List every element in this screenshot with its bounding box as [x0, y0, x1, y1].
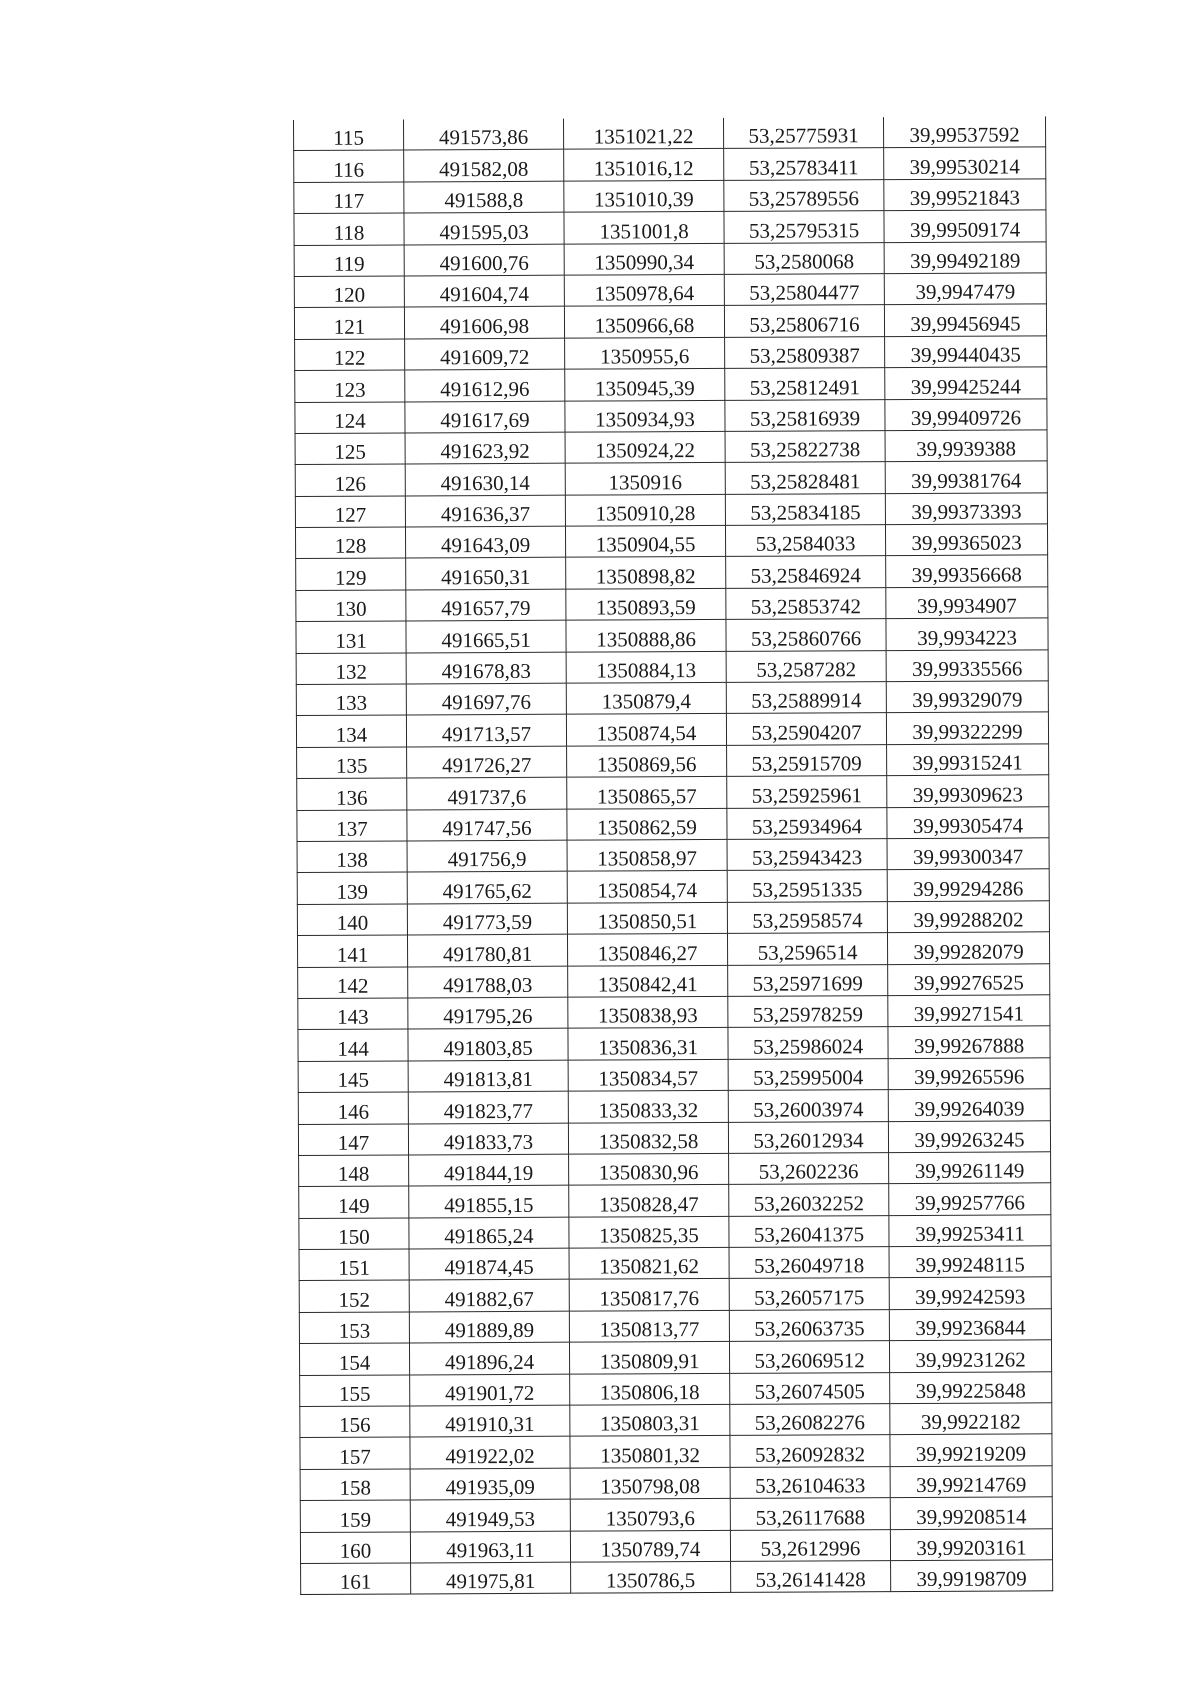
point-number-cell: 148 [299, 1155, 409, 1187]
latitude-cell: 53,26041375 [729, 1215, 889, 1247]
longitude-cell: 39,99456945 [884, 304, 1046, 336]
x-coordinate-cell: 491604,74 [404, 275, 564, 307]
point-number-cell: 118 [294, 213, 404, 245]
y-coordinate-cell: 1350813,77 [569, 1310, 729, 1342]
table-row [300, 1403, 1052, 1438]
longitude-cell: 39,99267888 [888, 1026, 1050, 1058]
longitude-cell: 39,99425244 [885, 367, 1047, 399]
table-row [297, 838, 1049, 873]
latitude-cell: 53,25816939 [725, 399, 885, 431]
longitude-cell: 39,99257766 [889, 1183, 1051, 1215]
latitude-cell: 53,25915709 [727, 744, 887, 776]
longitude-cell: 39,99294286 [887, 869, 1049, 901]
y-coordinate-cell: 1350879,4 [566, 682, 726, 714]
table-row [301, 1560, 1053, 1595]
latitude-cell: 53,26049718 [729, 1247, 889, 1279]
y-coordinate-cell: 1350858,97 [567, 839, 727, 871]
table-row [294, 273, 1046, 308]
y-coordinate-cell: 1350874,54 [566, 714, 726, 746]
latitude-cell: 53,2596514 [727, 933, 887, 965]
y-coordinate-cell: 1350934,93 [565, 400, 725, 432]
x-coordinate-cell: 491756,9 [407, 840, 567, 872]
table-row [298, 995, 1050, 1030]
longitude-cell: 39,99509174 [884, 210, 1046, 242]
y-coordinate-cell: 1350990,34 [564, 243, 724, 275]
longitude-cell: 39,9934907 [886, 587, 1048, 619]
x-coordinate-cell: 491922,02 [410, 1437, 570, 1469]
point-number-cell: 126 [295, 464, 405, 496]
table-row [297, 901, 1049, 936]
y-coordinate-cell: 1350862,59 [567, 808, 727, 840]
point-number-cell: 159 [300, 1500, 410, 1532]
x-coordinate-cell: 491573,86 [403, 119, 563, 151]
table-row [295, 461, 1047, 496]
point-number-cell: 145 [298, 1061, 408, 1093]
y-coordinate-cell: 1350854,74 [567, 871, 727, 903]
x-coordinate-cell: 491773,59 [407, 903, 567, 935]
x-coordinate-cell: 491617,69 [405, 401, 565, 433]
longitude-cell: 39,99335566 [886, 649, 1048, 681]
table-row [297, 806, 1049, 841]
point-number-cell: 153 [299, 1312, 409, 1344]
latitude-cell: 53,2584033 [725, 525, 885, 557]
latitude-cell: 53,25853742 [726, 587, 886, 619]
x-coordinate-cell: 491600,76 [404, 244, 564, 276]
x-coordinate-cell: 491910,31 [410, 1405, 570, 1437]
point-number-cell: 128 [295, 527, 405, 559]
x-coordinate-cell: 491609,72 [405, 338, 565, 370]
table-row [294, 116, 1046, 151]
latitude-cell: 53,25951335 [727, 870, 887, 902]
y-coordinate-cell: 1350898,82 [566, 557, 726, 589]
latitude-cell: 53,26012934 [728, 1121, 888, 1153]
longitude-cell: 39,99265596 [888, 1058, 1050, 1090]
longitude-cell: 39,99373393 [885, 493, 1047, 525]
x-coordinate-cell: 491865,24 [409, 1217, 569, 1249]
y-coordinate-cell: 1350865,57 [567, 777, 727, 809]
longitude-cell: 39,99322299 [886, 712, 1048, 744]
point-number-cell: 144 [298, 1029, 408, 1061]
longitude-cell: 39,9934223 [886, 618, 1048, 650]
table-row [295, 524, 1047, 559]
latitude-cell: 53,26032252 [729, 1184, 889, 1216]
point-number-cell: 136 [297, 778, 407, 810]
y-coordinate-cell: 1350893,59 [566, 588, 726, 620]
longitude-cell: 39,99300347 [887, 838, 1049, 870]
latitude-cell: 53,25943423 [727, 839, 887, 871]
latitude-cell: 53,26063735 [729, 1309, 889, 1341]
point-number-cell: 160 [300, 1532, 410, 1564]
x-coordinate-cell: 491765,62 [407, 872, 567, 904]
table-row [296, 587, 1048, 622]
y-coordinate-cell: 1350825,35 [569, 1216, 729, 1248]
y-coordinate-cell: 1350904,55 [565, 525, 725, 557]
table-row [295, 336, 1047, 371]
y-coordinate-cell: 1350916 [565, 463, 725, 495]
table-row [298, 1026, 1050, 1061]
longitude-cell: 39,99264039 [888, 1089, 1050, 1121]
table-row [300, 1466, 1052, 1501]
longitude-cell: 39,99329079 [886, 681, 1048, 713]
table-row [295, 430, 1047, 465]
x-coordinate-cell: 491795,26 [408, 997, 568, 1029]
longitude-cell: 39,99263245 [888, 1120, 1050, 1152]
latitude-cell: 53,26092832 [730, 1435, 890, 1467]
point-number-cell: 129 [296, 558, 406, 590]
y-coordinate-cell: 1350846,27 [567, 934, 727, 966]
longitude-cell: 39,99236844 [889, 1309, 1051, 1341]
x-coordinate-cell: 491896,24 [409, 1342, 569, 1374]
latitude-cell: 53,25904207 [726, 713, 886, 745]
table-row [296, 712, 1048, 747]
latitude-cell: 53,25978259 [728, 996, 888, 1028]
point-number-cell: 141 [297, 935, 407, 967]
x-coordinate-cell: 491665,51 [406, 620, 566, 652]
y-coordinate-cell: 1350884,13 [566, 651, 726, 683]
table-row [299, 1183, 1051, 1218]
latitude-cell: 53,25834185 [725, 493, 885, 525]
x-coordinate-cell: 491747,56 [407, 809, 567, 841]
y-coordinate-cell: 1350817,76 [569, 1279, 729, 1311]
longitude-cell: 39,99381764 [885, 461, 1047, 493]
latitude-cell: 53,25783411 [724, 148, 884, 180]
latitude-cell: 53,25925961 [727, 776, 887, 808]
x-coordinate-cell: 491823,77 [408, 1091, 568, 1123]
latitude-cell: 53,26082276 [730, 1404, 890, 1436]
latitude-cell: 53,25822738 [725, 431, 885, 463]
point-number-cell: 122 [295, 339, 405, 371]
longitude-cell: 39,99253411 [889, 1214, 1051, 1246]
y-coordinate-cell: 1350838,93 [568, 996, 728, 1028]
point-number-cell: 117 [294, 182, 404, 214]
longitude-cell: 39,99282079 [887, 932, 1049, 964]
latitude-cell: 53,2580068 [724, 242, 884, 274]
latitude-cell: 53,26104633 [730, 1466, 890, 1498]
table-row [300, 1434, 1052, 1469]
table-row [298, 963, 1050, 998]
table-row [297, 775, 1049, 810]
point-number-cell: 142 [298, 966, 408, 998]
x-coordinate-cell: 491582,08 [404, 150, 564, 182]
longitude-cell: 39,99537592 [883, 116, 1045, 148]
latitude-cell: 53,25995004 [728, 1058, 888, 1090]
longitude-cell: 39,99440435 [885, 336, 1047, 368]
latitude-cell: 53,26057175 [729, 1278, 889, 1310]
x-coordinate-cell: 491623,92 [405, 432, 565, 464]
longitude-cell: 39,99521843 [884, 179, 1046, 211]
point-number-cell: 152 [299, 1280, 409, 1312]
point-number-cell: 137 [297, 810, 407, 842]
point-number-cell: 130 [296, 590, 406, 622]
point-number-cell: 158 [300, 1469, 410, 1501]
y-coordinate-cell: 1350803,31 [570, 1404, 730, 1436]
latitude-cell: 53,25934964 [727, 807, 887, 839]
y-coordinate-cell: 1350850,51 [567, 902, 727, 934]
latitude-cell: 53,26074505 [730, 1372, 890, 1404]
table-row [297, 932, 1049, 967]
point-number-cell: 146 [298, 1092, 408, 1124]
latitude-cell: 53,25789556 [724, 179, 884, 211]
x-coordinate-cell: 491595,03 [404, 212, 564, 244]
latitude-cell: 53,25889914 [726, 682, 886, 714]
latitude-cell: 53,26141428 [731, 1561, 891, 1593]
table-row [299, 1214, 1051, 1249]
x-coordinate-cell: 491657,79 [406, 589, 566, 621]
table-row [294, 210, 1046, 245]
table-row [298, 1089, 1050, 1124]
y-coordinate-cell: 1351001,8 [564, 212, 724, 244]
y-coordinate-cell: 1350798,08 [570, 1467, 730, 1499]
point-number-cell: 156 [300, 1406, 410, 1438]
table-row [300, 1497, 1052, 1532]
longitude-cell: 39,99214769 [890, 1466, 1052, 1498]
longitude-cell: 39,9939388 [885, 430, 1047, 462]
longitude-cell: 39,99261149 [889, 1152, 1051, 1184]
table-row [299, 1246, 1051, 1281]
table-row [299, 1152, 1051, 1187]
longitude-cell: 39,99231262 [889, 1340, 1051, 1372]
y-coordinate-cell: 1350842,41 [568, 965, 728, 997]
point-number-cell: 155 [300, 1375, 410, 1407]
x-coordinate-cell: 491630,14 [405, 463, 565, 495]
point-number-cell: 135 [297, 747, 407, 779]
x-coordinate-cell: 491882,67 [409, 1280, 569, 1312]
table-row [296, 649, 1048, 684]
y-coordinate-cell: 1350821,62 [569, 1247, 729, 1279]
x-coordinate-cell: 491935,09 [410, 1468, 570, 1500]
point-number-cell: 157 [300, 1437, 410, 1469]
y-coordinate-cell: 1350832,58 [568, 1122, 728, 1154]
table-row [300, 1371, 1052, 1406]
longitude-cell: 39,99242593 [889, 1277, 1051, 1309]
table-row [294, 147, 1046, 182]
y-coordinate-cell: 1350945,39 [565, 369, 725, 401]
point-number-cell: 143 [298, 998, 408, 1030]
point-number-cell: 134 [296, 715, 406, 747]
table-row [300, 1528, 1052, 1563]
point-number-cell: 124 [295, 401, 405, 433]
point-number-cell: 149 [299, 1186, 409, 1218]
longitude-cell: 39,9947479 [884, 273, 1046, 305]
table-row [296, 618, 1048, 653]
table-row [299, 1309, 1051, 1344]
x-coordinate-cell: 491713,57 [406, 715, 566, 747]
x-coordinate-cell: 491678,83 [406, 652, 566, 684]
x-coordinate-cell: 491963,11 [410, 1531, 570, 1563]
y-coordinate-cell: 1350869,56 [567, 745, 727, 777]
point-number-cell: 115 [294, 119, 404, 150]
point-number-cell: 147 [298, 1123, 408, 1155]
x-coordinate-cell: 491874,45 [409, 1248, 569, 1280]
y-coordinate-cell: 1350830,96 [569, 1153, 729, 1185]
y-coordinate-cell: 1351010,39 [564, 180, 724, 212]
longitude-cell: 39,99492189 [884, 241, 1046, 273]
point-number-cell: 116 [294, 150, 404, 182]
latitude-cell: 53,25958574 [727, 901, 887, 933]
y-coordinate-cell: 1350924,22 [565, 431, 725, 463]
table-row [297, 744, 1049, 779]
x-coordinate-cell: 491636,37 [405, 495, 565, 527]
y-coordinate-cell: 1350836,31 [568, 1028, 728, 1060]
latitude-cell: 53,25828481 [725, 462, 885, 494]
x-coordinate-cell: 491606,98 [404, 307, 564, 339]
latitude-cell: 53,2602236 [729, 1152, 889, 1184]
point-number-cell: 121 [294, 307, 404, 339]
x-coordinate-cell: 491788,03 [408, 966, 568, 998]
y-coordinate-cell: 1351016,12 [564, 149, 724, 181]
point-number-cell: 127 [295, 496, 405, 528]
latitude-cell: 53,25809387 [725, 336, 885, 368]
x-coordinate-cell: 491949,53 [410, 1499, 570, 1531]
latitude-cell: 53,25806716 [724, 305, 884, 337]
longitude-cell: 39,99288202 [887, 901, 1049, 933]
y-coordinate-cell: 1350786,5 [571, 1561, 731, 1593]
longitude-cell: 39,99305474 [887, 806, 1049, 838]
point-number-cell: 150 [299, 1218, 409, 1250]
table-row [294, 179, 1046, 214]
table-row [298, 1120, 1050, 1155]
longitude-cell: 39,99198709 [891, 1560, 1053, 1592]
coordinates-table [293, 116, 1053, 1595]
table-row [299, 1277, 1051, 1312]
latitude-cell: 53,25775931 [723, 117, 883, 149]
table-row [294, 304, 1046, 339]
x-coordinate-cell: 491737,6 [407, 777, 567, 809]
longitude-cell: 39,99365023 [885, 524, 1047, 556]
x-coordinate-cell: 491833,73 [408, 1123, 568, 1155]
point-number-cell: 151 [299, 1249, 409, 1281]
y-coordinate-cell: 1350888,86 [566, 620, 726, 652]
y-coordinate-cell: 1350834,57 [568, 1059, 728, 1091]
coordinates-table-body [294, 116, 1053, 1595]
table-row [295, 493, 1047, 528]
longitude-cell: 39,99225848 [890, 1371, 1052, 1403]
x-coordinate-cell: 491803,85 [408, 1028, 568, 1060]
y-coordinate-cell: 1350801,32 [570, 1436, 730, 1468]
point-number-cell: 131 [296, 621, 406, 653]
point-number-cell: 139 [297, 872, 407, 904]
point-number-cell: 133 [296, 684, 406, 716]
latitude-cell: 53,26117688 [730, 1498, 890, 1530]
x-coordinate-cell: 491889,89 [409, 1311, 569, 1343]
table-row [295, 367, 1047, 402]
latitude-cell: 53,25860766 [726, 619, 886, 651]
x-coordinate-cell: 491844,19 [409, 1154, 569, 1186]
y-coordinate-cell: 1350966,68 [564, 306, 724, 338]
point-number-cell: 154 [299, 1343, 409, 1375]
longitude-cell: 39,99248115 [889, 1246, 1051, 1278]
point-number-cell: 120 [294, 276, 404, 308]
x-coordinate-cell: 491813,81 [408, 1060, 568, 1092]
latitude-cell: 53,25795315 [724, 211, 884, 243]
latitude-cell: 53,26069512 [729, 1341, 889, 1373]
latitude-cell: 53,25986024 [728, 1027, 888, 1059]
point-number-cell: 132 [296, 653, 406, 685]
table-row [294, 241, 1046, 276]
x-coordinate-cell: 491697,76 [406, 683, 566, 715]
point-number-cell: 119 [294, 245, 404, 277]
latitude-cell: 53,26003974 [728, 1090, 888, 1122]
table-row [296, 681, 1048, 716]
table-row [298, 1058, 1050, 1093]
x-coordinate-cell: 491588,8 [404, 181, 564, 213]
table-row [296, 555, 1048, 590]
x-coordinate-cell: 491975,81 [411, 1562, 571, 1594]
longitude-cell: 39,99409726 [885, 398, 1047, 430]
latitude-cell: 53,25804477 [724, 274, 884, 306]
latitude-cell: 53,2587282 [726, 650, 886, 682]
latitude-cell: 53,25812491 [725, 368, 885, 400]
y-coordinate-cell: 1350809,91 [569, 1342, 729, 1374]
x-coordinate-cell: 491726,27 [407, 746, 567, 778]
longitude-cell: 39,99276525 [888, 963, 1050, 995]
x-coordinate-cell: 491780,81 [407, 934, 567, 966]
table-row [295, 398, 1047, 433]
y-coordinate-cell: 1350955,6 [565, 337, 725, 369]
longitude-cell: 39,99309623 [887, 775, 1049, 807]
y-coordinate-cell: 1350833,32 [568, 1090, 728, 1122]
latitude-cell: 53,25846924 [726, 556, 886, 588]
point-number-cell: 125 [295, 433, 405, 465]
table-row [297, 869, 1049, 904]
y-coordinate-cell: 1350789,74 [570, 1530, 730, 1562]
x-coordinate-cell: 491855,15 [409, 1185, 569, 1217]
longitude-cell: 39,99271541 [888, 995, 1050, 1027]
y-coordinate-cell: 1350828,47 [569, 1185, 729, 1217]
point-number-cell: 140 [297, 904, 407, 936]
longitude-cell: 39,99203161 [890, 1528, 1052, 1560]
longitude-cell: 39,9922182 [890, 1403, 1052, 1435]
x-coordinate-cell: 491612,96 [405, 369, 565, 401]
y-coordinate-cell: 1350910,28 [565, 494, 725, 526]
longitude-cell: 39,99208514 [890, 1497, 1052, 1529]
longitude-cell: 39,99530214 [884, 147, 1046, 179]
longitude-cell: 39,99219209 [890, 1434, 1052, 1466]
x-coordinate-cell: 491901,72 [410, 1374, 570, 1406]
x-coordinate-cell: 491650,31 [406, 558, 566, 590]
longitude-cell: 39,99356668 [886, 555, 1048, 587]
y-coordinate-cell: 1350978,64 [564, 274, 724, 306]
latitude-cell: 53,25971699 [728, 964, 888, 996]
table-row [299, 1340, 1051, 1375]
longitude-cell: 39,99315241 [887, 744, 1049, 776]
y-coordinate-cell: 1350806,18 [570, 1373, 730, 1405]
point-number-cell: 123 [295, 370, 405, 402]
y-coordinate-cell: 1351021,22 [563, 118, 723, 150]
point-number-cell: 161 [301, 1563, 411, 1595]
latitude-cell: 53,2612996 [730, 1529, 890, 1561]
x-coordinate-cell: 491643,09 [405, 526, 565, 558]
y-coordinate-cell: 1350793,6 [570, 1499, 730, 1531]
point-number-cell: 138 [297, 841, 407, 873]
